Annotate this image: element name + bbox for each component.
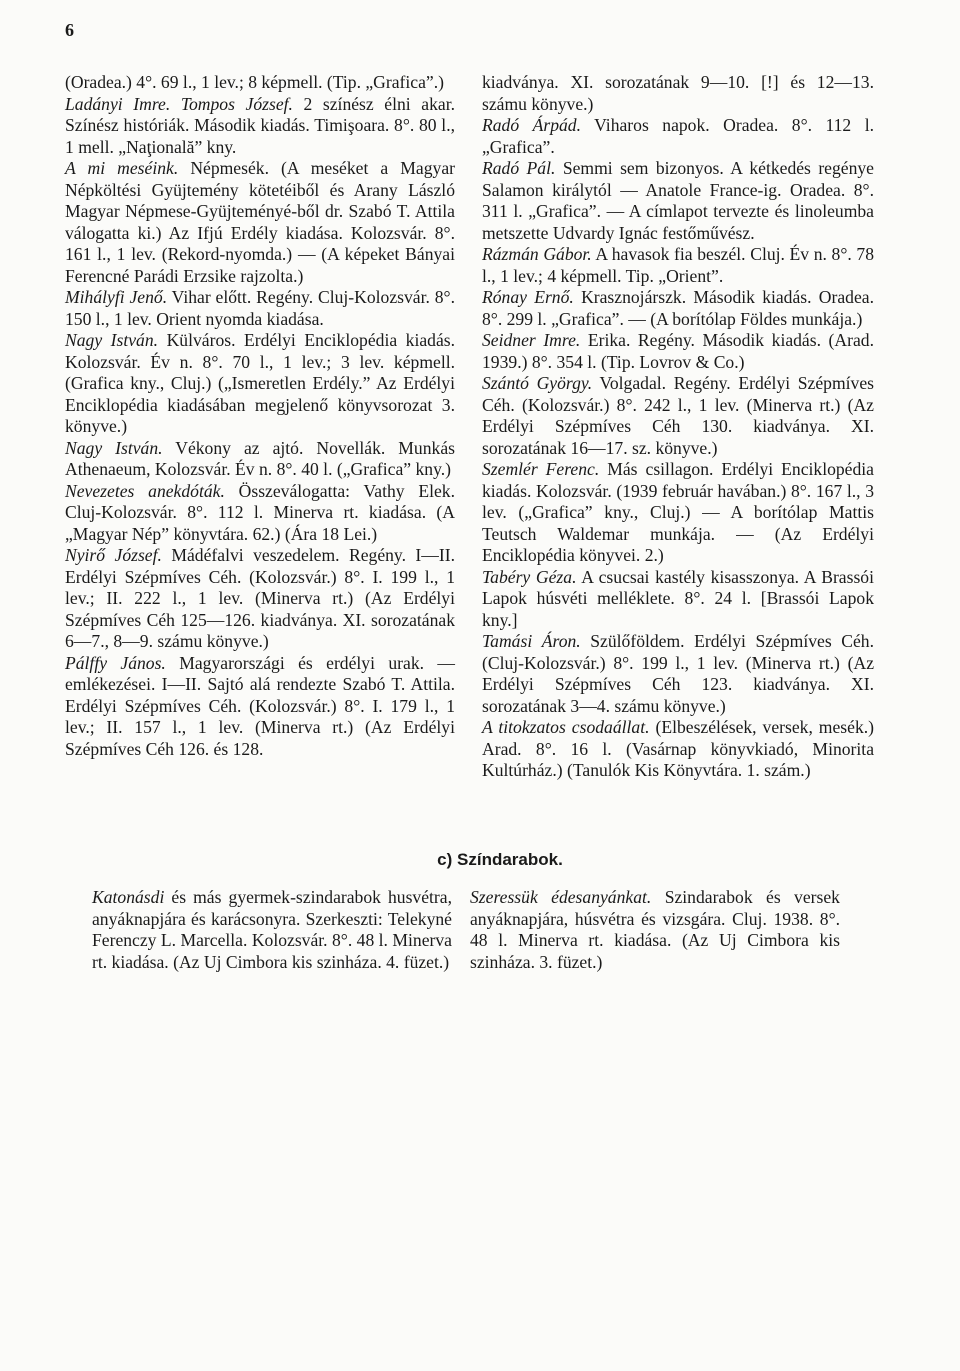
bibliography-entry — [482, 72, 874, 115]
entry-author: Nevezetes anekdóták. — [65, 480, 225, 501]
entry-text: Szülőföldem. Erdélyi Szépmíves Céh. (Cluj-Kolozsvár.) 8°. 199 l., 1 lev. (Minerva rt.) (Az Erdélyi Szépmíves Céh 123. kiadványa. XI. sorozatának 3—4. számu könyve.) — [482, 631, 874, 716]
bibliography-entry — [65, 72, 455, 94]
bibliography-entry — [470, 887, 840, 973]
bibliography-entry — [482, 244, 874, 287]
bibliography-entry — [65, 287, 455, 330]
bibliography-entry — [65, 158, 455, 287]
entry-author: Mihályfi Jenő. — [65, 287, 168, 307]
left-column — [65, 72, 455, 760]
entry-author: A mi meséink. — [65, 158, 179, 178]
right-column — [482, 72, 874, 782]
entry-author: Ladányi Imre. Tompos József. — [65, 93, 293, 114]
bibliography-entry — [92, 887, 452, 973]
bibliography-entry — [482, 158, 874, 244]
entry-text: A csucsai kastély kisasszonya. A Brassói Lapok húsvéti melléklete. 8°. 24 l. [Brassói Lapok kny.] — [482, 566, 874, 630]
entry-author: Nagy István. — [65, 437, 163, 458]
bibliography-entry — [65, 94, 455, 159]
page-number: 6 — [65, 20, 74, 40]
bibliography-entry — [482, 717, 874, 782]
bibliography-entry — [482, 287, 874, 330]
entry-author: Szeressük édesanyánkat. — [470, 887, 652, 907]
bottom-left-entry — [92, 887, 452, 973]
entry-text: Népmesék. (A meséket a Magyar Népköltési Gyüjtemény kötetéiből és Arany László Magyar Népmese-Gyüjteményé-ből dr. Szabó T. Attila válogatta ki.) Az Ifjú Erdély kiadása. Kolozsvár. 8°. 161 l., 1 lev. (Rekord-nyomda.) — (A képeket Bányai Ferencné Parádi Erzsike rajzolta.) — [65, 158, 456, 286]
bibliography-entry — [482, 459, 874, 567]
entry-text: Vihar előtt. Regény. Cluj-Kolozsvár. 8°. 150 l., 1 lev. Orient nyomda kiadása. — [65, 287, 455, 329]
bibliography-entry — [65, 481, 455, 546]
entry-author: Radó Árpád. — [482, 115, 581, 135]
entry-author: Rázmán Gábor. — [482, 244, 592, 264]
bibliography-entry — [65, 438, 455, 481]
entry-text: és más gyermek-szindarabok husvétra, anyáknapjára és karácsonyra. Szerkeszti: Telekyné Ferenczy L. Marcella. Kolozsvár. 8°. 48 l. Minerva rt. kiadása. (Az Uj Cimbora kis szinháza. 4. füzet.) — [92, 887, 452, 972]
entry-text: Más csillagon. Erdélyi Enciklopédia kiadás. Kolozsvár. (1939 február havában.) 8°. 167 l., 3 lev. („Grafica” kny., Cluj.) — A borítólap Mattis Teutsch Waldemar munkája. — (Az Erdélyi Enciklopédia könyvei. 2.) — [482, 459, 874, 565]
entry-author: A titokzatos csodaállat. — [482, 717, 650, 737]
entry-text: Semmi sem bizonyos. A kétkedés regénye Salamon királytól — Anatole France-ig. Oradea. 8°. 311 l. „Grafica”. — A címlapot tervezte és linoleumba metszette Udvardy Ignác festőművész. — [482, 158, 874, 243]
entry-text: 2 színész élni akar. Színész históriák. Második kiadás. Timişoara. 8°. 80 l., 1 mell. „Naţională” kny. — [65, 93, 455, 157]
entry-text: Vékony az ajtó. Novellák. Munkás Athenaeum, Kolozsvár. Év n. 8°. 40 l. („Grafica” kny.) — [65, 437, 455, 479]
entry-text: kiadványa. XI. sorozatának 9—10. [!] és 12—13. számu könyve.) — [482, 72, 874, 114]
section-heading-text: c) Színdarabok. — [437, 850, 563, 869]
entry-author: Rónay Ernő. — [482, 287, 574, 307]
bibliography-entry — [482, 330, 874, 373]
bibliography-entry — [482, 631, 874, 717]
bibliography-entry — [65, 330, 455, 438]
bibliography-entry — [65, 653, 455, 761]
entry-author: Tamási Áron. — [482, 631, 581, 651]
entry-author: Szemlér Ferenc. — [482, 459, 600, 479]
entry-text: Szindarabok és versek anyáknapjára, húsvétra és vizsgára. Cluj. 1938. 8°. 48 l. Minerva rt. kiadása. (Az Uj Cimbora kis szinháza. 3. füzet.) — [470, 887, 840, 972]
entry-text: (Oradea.) 4°. 69 l., 1 lev.; 8 képmell. (Tip. „Grafica”.) — [65, 72, 444, 92]
entry-text: Külváros. Erdélyi Enciklopédia kiadás. Kolozsvár. Év n. 8°. 70 l., 1 lev.; 3 lev. képmell. (Grafica kny., Cluj.) („Ismeretlen Erdély.” Az Erdélyi Enciklopédia kiadásában megjelenő könyvsorozat 3. könyve.) — [65, 330, 456, 436]
entry-author: Katonásdi — [92, 887, 165, 907]
entry-author: Nagy István. — [65, 330, 159, 350]
bottom-right-entry — [470, 887, 840, 973]
entry-author: Seidner Imre. — [482, 330, 581, 350]
entry-text: Krasznojárszk. Második kiadás. Oradea. 8°. 299 l. „Grafica”. — (A borítólap Földes munkája.) — [482, 287, 874, 329]
entry-author: Szántó György. — [482, 373, 593, 393]
entry-text: Volgadal. Regény. Erdélyi Szépmíves Céh. (Kolozsvár.) 8°. 242 l., 1 lev. (Minerva rt.) (Az Erdélyi Szépmíves Céh 130. kiadványa. XI. sorozatának 16—17. sz. könyve.) — [482, 373, 874, 458]
section-heading — [0, 850, 960, 870]
entry-text: Erika. Regény. Második kiadás. (Arad. 1939.) 8°. 354 l. (Tip. Lovrov & Co.) — [482, 330, 874, 372]
entry-author: Nyirő József. — [65, 545, 162, 565]
bibliography-entry — [65, 545, 455, 653]
entry-text: Mádéfalvi veszedelem. Regény. I—II. Erdélyi Szépmíves Céh. (Kolozsvár.) 8°. I. 199 l., 1 lev.; II. 222 l., 1 lev. (Minerva rt.) (Az Erdélyi Szépmíves Céh 125—126. kiadványa. XI. sorozatának 6—7., 8—9. számu könyve.) — [65, 545, 455, 651]
entry-author: Pálffy János. — [65, 652, 166, 673]
entry-text: Összeválogatta: Vathy Elek. Cluj-Kolozsvár. 8°. 112 l. Minerva rt. kiadása. (A „Magyar Nép” könyvtára. 62.) (Ára 18 Lei.) — [65, 480, 455, 544]
entry-text: A havasok fia beszél. Cluj. Év n. 8°. 78 l., 1 lev.; 4 képmell. Tip. „Orient”. — [482, 244, 874, 286]
entry-author: Tabéry Géza. — [482, 566, 577, 587]
bibliography-entry — [482, 115, 874, 158]
entry-text: (Elbeszélések, versek, mesék.) Arad. 8°. 16 l. (Vasárnap könyvkiadó, Minorita Kultúrház.) (Tanulók Kis Könyvtára. 1. szám.) — [482, 717, 875, 780]
bibliography-entry — [482, 567, 874, 632]
entry-text: Magyarországi és erdélyi urak. — emlékezései. I—II. Sajtó alá rendezte Szabó T. Attila. Erdélyi Szépmíves Céh. (Kolozsvár.) 8°. I. 179 l., 1 lev.; II. 157 l., 1 lev. (Minerva rt.) (Az Erdélyi Szépmíves Céh 126. és 128. — [65, 652, 455, 759]
entry-text: Viharos napok. Oradea. 8°. 112 l. „Grafica”. — [482, 115, 874, 157]
bibliography-entry — [482, 373, 874, 459]
entry-author: Radó Pál. — [482, 158, 556, 178]
